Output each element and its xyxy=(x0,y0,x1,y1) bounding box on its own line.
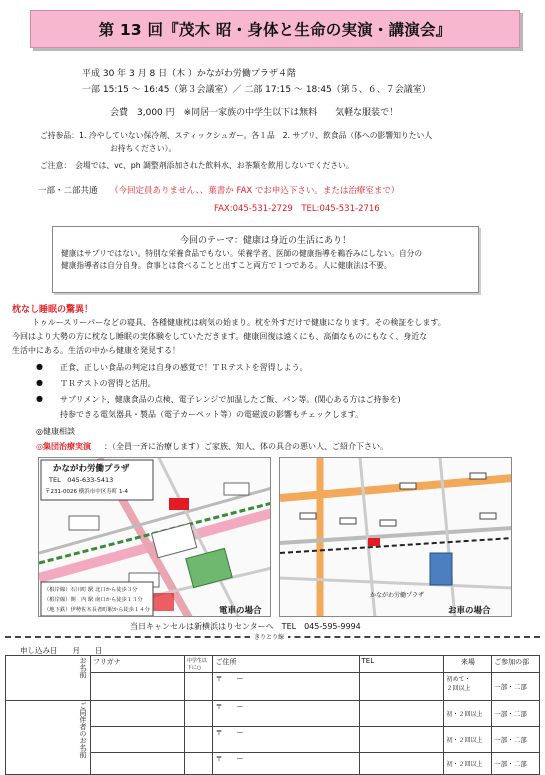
train-map-tel: TEL 045-633-5413 xyxy=(49,476,114,484)
postal-mark: 〒 ー xyxy=(215,703,244,711)
theme-line-2: 健康指導者は自分自身。食事とは食べることと出すこと両方で１つである。人に健康法は不要。 xyxy=(61,261,392,270)
companion-tel-field[interactable] xyxy=(359,753,444,775)
bullet-item: ● xyxy=(36,362,43,371)
form-part-label: ご参加の部 xyxy=(492,656,540,673)
application-form xyxy=(5,655,540,775)
bullet-text-3b: 持参できる電気器具・製品（電子カーペット等）の電磁波の影響もチェックします。 xyxy=(60,410,364,419)
group-treatment-label: ◎集団治療実演 xyxy=(36,442,91,451)
companion-visit-field[interactable]: 初・２回以上 xyxy=(444,753,492,775)
form-furigana-label: フリガナ xyxy=(91,656,185,673)
event-sessions: 一部 15:15 ～ 16:45（第３会議室）／ 二部 17:15 ～ 18:45（第５、６、７会議室） xyxy=(82,85,431,95)
postal-mark: 〒 ー xyxy=(215,729,244,737)
companion-junior-field[interactable] xyxy=(184,701,213,727)
title-banner xyxy=(30,10,520,48)
postal-mark: 〒 ー xyxy=(215,755,244,763)
theme-title: 今回のテーマ：健康は身近の生活にあり！ xyxy=(179,236,351,246)
companion-junior-field[interactable] xyxy=(184,727,213,753)
form-visit-label: 来場 xyxy=(444,656,492,673)
companion-address-field[interactable] xyxy=(213,701,359,727)
bullet-text-2: ＴＲテストの習得と活用。 xyxy=(60,379,156,388)
car-map-venue: かながわ労働プラザ xyxy=(370,592,425,599)
form-tel-label: TEL xyxy=(359,656,444,673)
companion-part-field[interactable]: 一部・二部 xyxy=(492,727,540,753)
companion-visit-field[interactable]: 初・２回以上 xyxy=(444,727,492,753)
form-header-row xyxy=(6,656,540,673)
form-address-field[interactable] xyxy=(213,673,359,701)
bring-items: ご持参品：1. 冷やしていない保冷剤、スティックシュガー。各１品 2. サプリ、飲食品（体への影響知りたい人 xyxy=(40,131,433,140)
caution-note: ご注意： 会場では、vc、ph 調整剤添加された飲料水、お茶類を飲用しないでください。 xyxy=(40,161,354,170)
cut-line-label: きりとり線 xyxy=(250,632,288,641)
event-date: 平成 30 年 3 月 8 日（木 ）かながわ労働プラザ４階 xyxy=(82,69,296,79)
train-map-address: 〒231-0026 横浜市中区寿町 1-4 xyxy=(45,489,128,495)
train-map-access-3: （地下鉄）伊勢佐木長者町駅から徒歩１４分 xyxy=(44,607,150,613)
companion-tel-field[interactable] xyxy=(359,727,444,753)
health-consult: ◎健康相談 xyxy=(36,427,75,436)
bullet-text-3: サプリメント、健康食品の点検、電子レンジで加温したご飯、パン等。(関心ある方はご持参を) xyxy=(60,395,401,404)
form-companion-row xyxy=(6,701,540,727)
pillow-paragraph-2: 今回はより大勢の方に枕なし睡眠の実体験をしていただきます。健康回復は遠くにも、高価なものにもなく、身近な xyxy=(12,332,428,341)
form-name-label: お名前 xyxy=(6,656,91,701)
form-address-label: ご住所 xyxy=(213,656,359,673)
companion-tel-field[interactable] xyxy=(359,701,444,727)
bullet-text-1: 正食、正しい食品の判定は自身の感覚で！ＴＲテストを習得しよう。 xyxy=(60,363,308,372)
companion-name-field[interactable] xyxy=(91,701,185,727)
twice-option: ２回以上 xyxy=(446,685,471,692)
form-part-field[interactable]: 一部・二部 xyxy=(492,673,540,701)
postal-mark: 〒 ー xyxy=(215,675,244,683)
train-map-access-1: （根岸線）石川町 駅 北口から徒歩３分 xyxy=(44,587,138,593)
form-tel-field[interactable] xyxy=(359,673,444,701)
form-name-field[interactable] xyxy=(91,673,185,701)
companion-address-field[interactable] xyxy=(213,727,359,753)
pillow-paragraph-1: トゥルースリーパーなどの寝具、各種健康枕は病気の始まり。枕を外すだけで健康になります。その検証をします。 xyxy=(32,318,446,327)
bring-items-cont: お持ちください）。 xyxy=(110,144,177,153)
car-map-caption: お車の場合 xyxy=(448,606,491,616)
first-time-option: 初めて・ xyxy=(446,676,471,683)
companion-name-field[interactable] xyxy=(91,727,185,753)
companion-name-field[interactable] xyxy=(91,753,185,775)
train-map xyxy=(38,457,271,617)
form-junior-field[interactable] xyxy=(184,673,213,701)
common-label: 一部・二部共通 xyxy=(38,186,98,196)
form-visit-field[interactable] xyxy=(444,673,492,701)
companion-part-field[interactable]: 一部・二部 xyxy=(492,753,540,775)
companion-address-field[interactable] xyxy=(213,753,359,775)
companion-visit-field[interactable]: 初・２回以上 xyxy=(444,701,492,727)
train-map-caption: 電車の場合 xyxy=(219,606,262,616)
page-title: 第 13 回『茂木 昭・身体と生命の実演・講演会』 xyxy=(98,21,452,39)
train-map-venue: かながわ労働プラザ xyxy=(53,464,130,474)
theme-box xyxy=(52,226,479,293)
theme-line-1: 健康はサプリではない。特別な栄養食品でもない。栄養学者、医師の健康指導を鵜呑みにしない。自分の xyxy=(61,249,423,258)
pillow-paragraph-3: 生活中にある。生活の中から健康を発見する！ xyxy=(12,346,180,355)
cancel-note: 当日キャンセルは新横浜はりセンターへ TEL 045-595-9994 xyxy=(130,622,361,631)
form-date-label: 申し込み日 月 日 xyxy=(20,646,103,655)
bullet-item: ● xyxy=(36,378,43,387)
pillow-heading: 枕なし睡眠の驚異！ xyxy=(12,305,94,315)
form-companion-label: ご同伴者のお名前 xyxy=(6,701,91,775)
bullet-item: ● xyxy=(36,394,43,403)
form-junior-label: 中学生以下に○ xyxy=(184,656,213,673)
companion-part-field[interactable]: 一部・二部 xyxy=(492,701,540,727)
event-fee: 会費 3,000 円 ※同居一家族の中学生以下は無料 気軽な服装で！ xyxy=(110,108,399,118)
car-map xyxy=(279,457,512,617)
companion-junior-field[interactable] xyxy=(184,753,213,775)
train-map-access-2: （根岸線）関 内 駅 南口から徒歩１３分 xyxy=(44,597,143,603)
contact-numbers: FAX:045-531-2729 TEL:045-531-2716 xyxy=(214,204,380,214)
group-treatment-text: ：（全員一斉に治療します）ご家族、知人、体の具合の悪い人、ご紹介下さい。 xyxy=(104,442,388,451)
common-note: （今回定員ありません、、葉書か FAX でお申込下さい。または治療室まで） xyxy=(110,186,400,196)
